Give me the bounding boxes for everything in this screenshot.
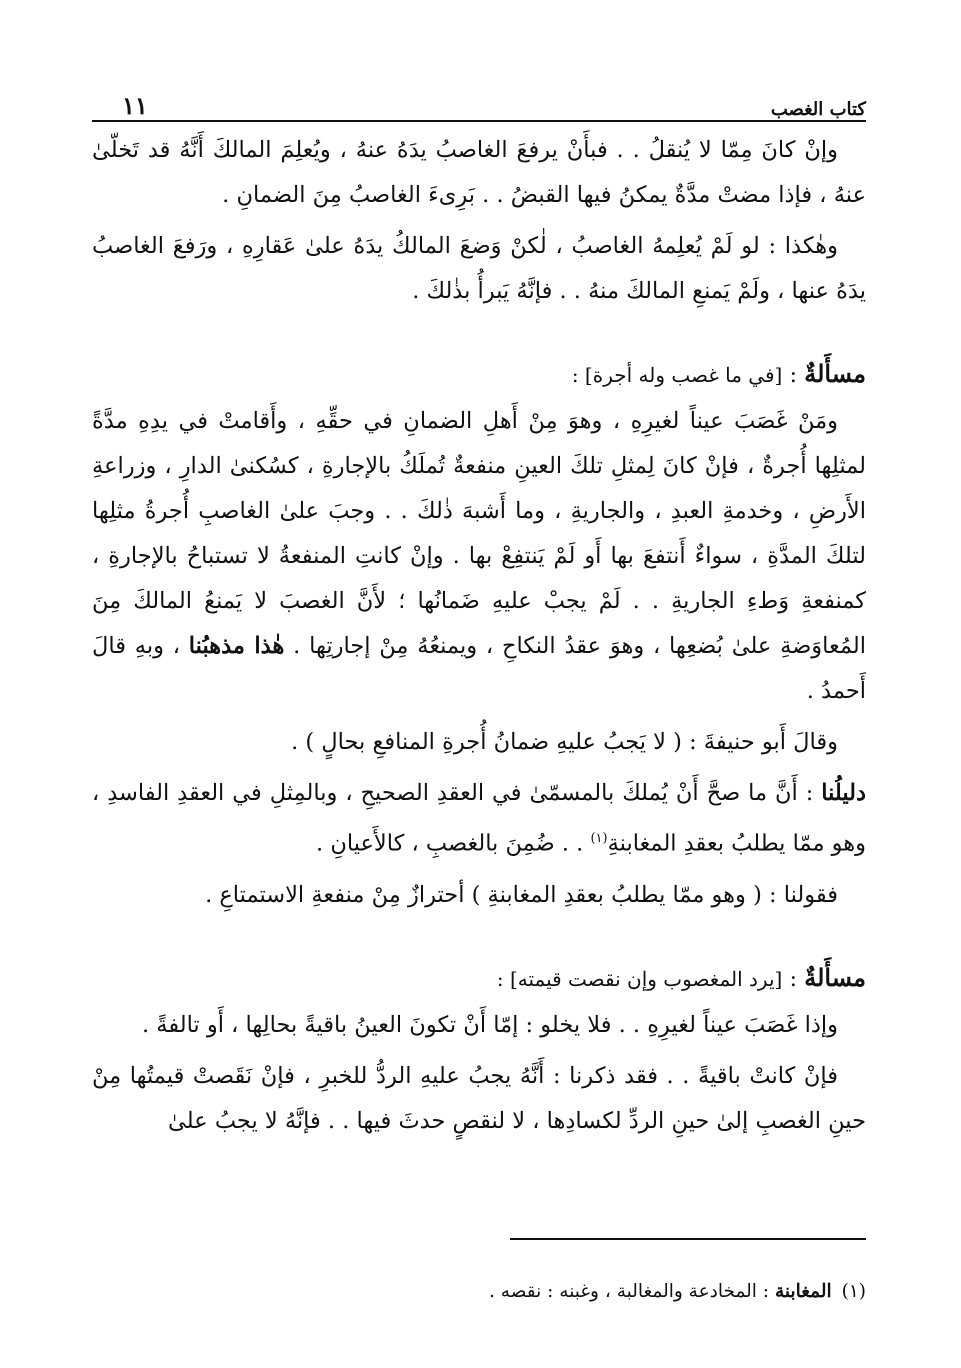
section-title-note: [يرد المغصوب وإن نقصت قيمته] : (496, 966, 783, 991)
paragraph: فقولنا : ( وهو ممّا يطلبُ بعقدِ المغابنةِ ) أحترازٌ مِنْ منفعةِ الاستمتاعِ . (205, 881, 838, 908)
dalil-label: دليلُنا (821, 780, 866, 806)
paragraph: وقالَ أَبو حنيفةَ : ( لا يَجبُ عليهِ ضمانُ أُجرةِ المنافعِ بحالٍ ) . (291, 729, 838, 755)
section-label: مسأَلةٌ (804, 359, 866, 388)
book-title: كتاب الغصب (770, 99, 866, 120)
page (92, 82, 866, 1144)
footnote-term: المغابنة (774, 1281, 832, 1302)
paragraph: ومَنْ غَصَبَ عيناً لغيرِهِ ، وهوَ مِنْ أَهلِ الضمانِ في حقِّهِ ، وأَقامتْ في يدِهِ مدَّةً لمثلِها أُجرةٌ ، فإنْ كانَ لِمثلِ تلكَ العينِ منفعةٌ تُملَكُ بالإجارةِ ، كسُكنىٰ الدارِ ، وزراعةِ الأَرضِ ، وخدمةِ العبدِ ، والجاريةِ ، وما أَشبهَ ذٰلكَ . . وجبَ علىٰ الغاصبِ أُجرةُ مثلِها لتلكَ المدَّةِ ، سواءٌ أَنتفعَ بها أَو لَمْ يَنتفِعْ بها . وإنْ كانتِ المنفعةُ لا تستباحُ بالإجارةِ ، كمنفعةِ وَطءِ الجاريةِ . . لَمْ يجبْ عليهِ ضَمانُها ؛ لأَنَّ الغصبَ لا يَمنعُ المالكَ مِنَ المُعاوَضةِ علىٰ بُضعِها ، وهوَ عقدُ النكاحِ ، ويمنعُهُ مِنْ إجارتِها . هٰذا مذهبُنا ، وبهِ قالَ أَحمدُ . (92, 408, 866, 704)
section-heading: مسأَلةٌ : [في ما غصب وله أجرة] : (571, 359, 866, 388)
paragraph: وهٰكذا : لو لَمْ يُعلِمهُ الغاصبُ ، لٰكنْ وَضعَ المالكُ يدَهُ علىٰ عَقارِهِ ، ورَفعَ الغاصبُ يدَهُ عنها ، ولَمْ يَمنعِ المالكَ منهُ . . فإنَّهُ يَبرأُ بذٰلكَ . (92, 233, 866, 304)
paragraph: فإنْ كانتْ باقيةً . . فقد ذكرنا : أَنَّهُ يجبُ عليهِ الردُّ للخبرِ ، فإنْ نَقَصتْ قيمتُها مِنْ حينِ الغصبِ إلىٰ حينِ الردِّ لكسادِها ، لا لنقصٍ حدثَ فيها . . فإنَّهُ لا يجبُ علىٰ (92, 1062, 866, 1134)
paragraph: دليلُنا : أَنَّ ما صحَّ أَنْ يُملكَ بالمسمّىٰ في العقدِ الصحيحِ ، وبالمِثلِ في العقدِ الفاسدِ ، وهو ممّا يطلبُ بعقدِ المغابنةِ$^{(١)}$ . . ضُمِنَ بالغصبِ ، كالأَعيانِ . (92, 780, 866, 857)
section-label: مسأَلةٌ (804, 962, 866, 992)
footnote-divider (510, 1238, 866, 1240)
footnote-ref[interactable]: (١) (590, 831, 608, 846)
running-header (92, 82, 866, 122)
page-body (92, 128, 866, 1144)
footnote-number: (١) (841, 1281, 866, 1302)
footnote-text: : المخادعة والمغالبة ، وغبنه : نقصه . (489, 1281, 770, 1302)
paragraph: وإذا غَصَبَ عيناً لغيرِهِ . . فلا يخلو : إمّا أَنْ تكونَ العينُ باقيةً بحالِها ، أَو تالفةً . (141, 1011, 838, 1038)
page-number: ١١ (122, 91, 148, 120)
section-title-note: [في ما غصب وله أجرة] : (571, 363, 783, 387)
section-heading: مسأَلةٌ : [يرد المغصوب وإن نقصت قيمته] : (496, 962, 866, 992)
footnote (92, 1278, 866, 1306)
madhhab-phrase: هٰذا مذهبُنا (188, 633, 285, 659)
paragraph: وإنْ كانَ مِمّا لا يُنقلُ . . فبأَنْ يرفعَ الغاصبُ يدَهُ عنهُ ، ويُعلِمَ المالكَ أَنَّهُ قد تَخلّىٰ عنهُ ، فإذا مضتْ مدَّةٌ يمكنُ فيها القبضُ . . بَرِىءَ الغاصبُ مِنَ الضمانِ . (92, 137, 866, 208)
